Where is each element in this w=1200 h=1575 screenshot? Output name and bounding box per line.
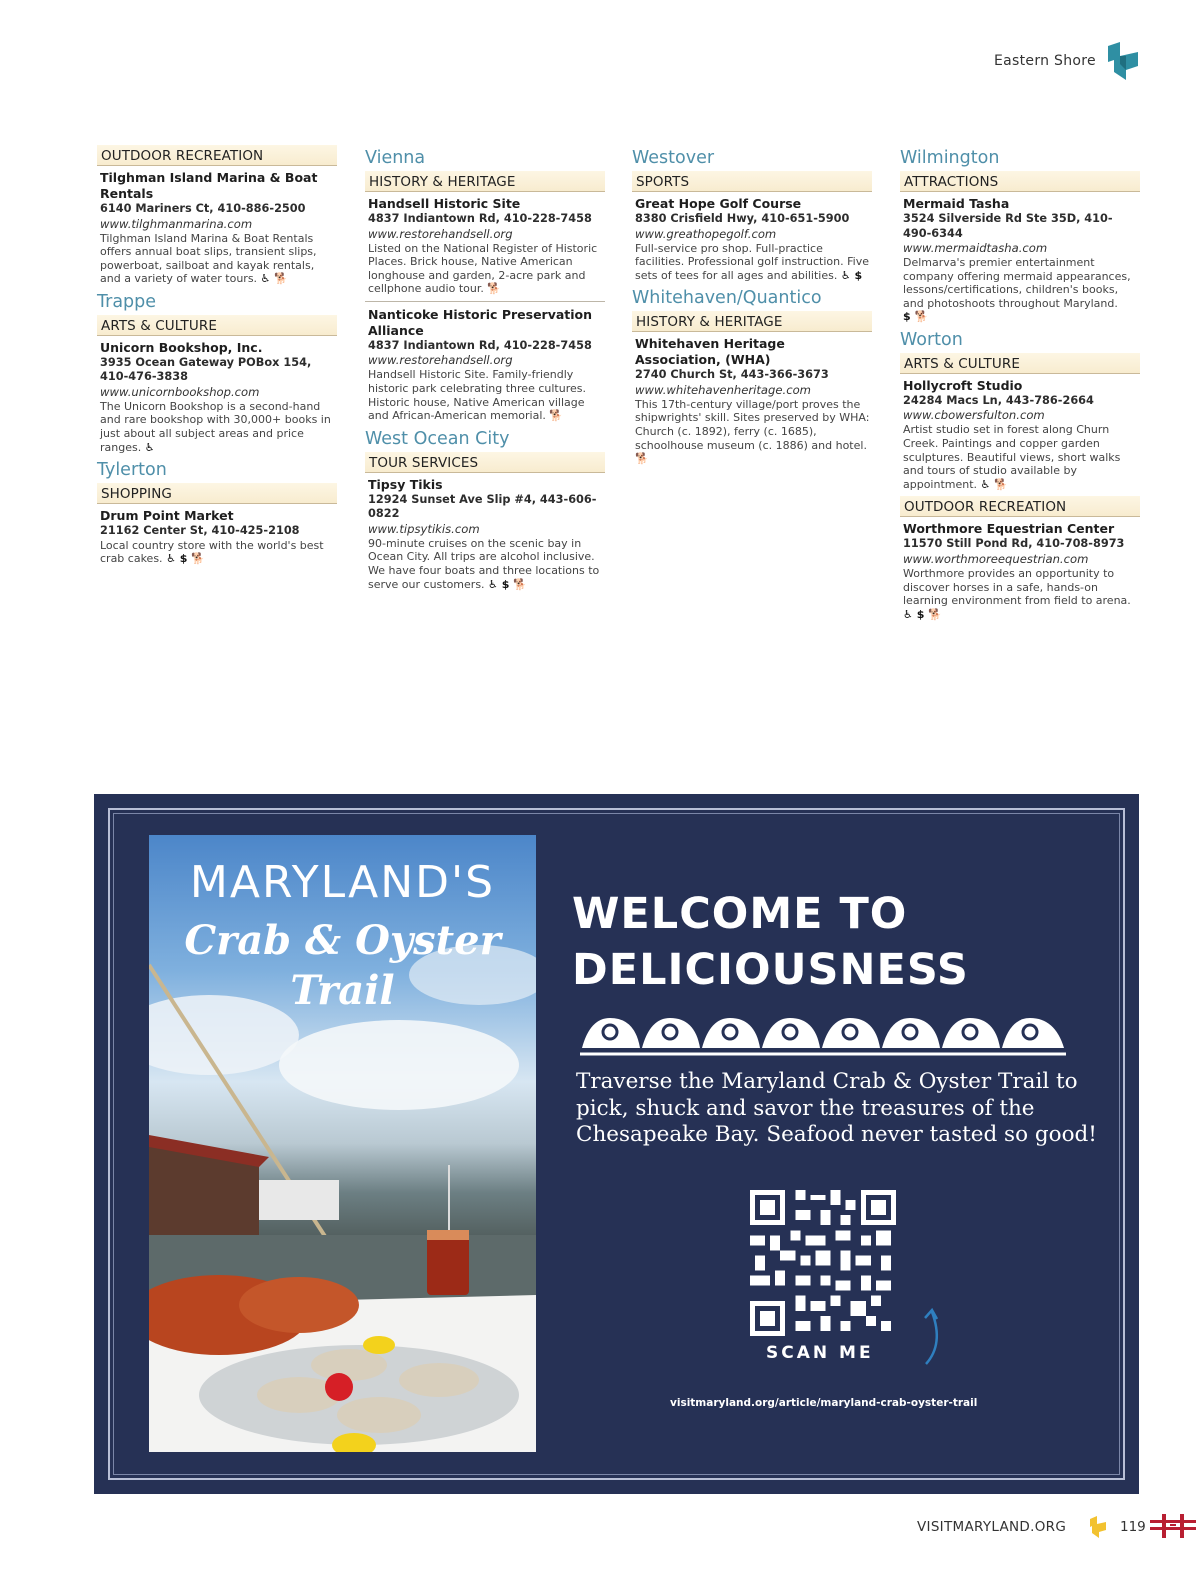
category-band: OUTDOOR RECREATION bbox=[97, 145, 337, 166]
city-heading-worton: Worton bbox=[900, 329, 963, 350]
eastern-shore-logo-icon bbox=[1106, 42, 1140, 80]
amenity-icons: ♿ 🐕 bbox=[260, 272, 288, 286]
listing-description-text: Full-service pro shop. Full-practice facilities. Professional golf instruction. Five sets of tees for all ages and abilities. bbox=[635, 241, 869, 282]
listing-address: 24284 Macs Ln, 443-786-2664 bbox=[903, 393, 1094, 407]
listing-description bbox=[368, 242, 605, 296]
category-band: OUTDOOR RECREATION bbox=[900, 496, 1140, 517]
listing-description bbox=[100, 400, 337, 454]
listing-description bbox=[368, 537, 605, 591]
listing-description-text: Tilghman Island Marina & Boat Rentals offers annual boat slips, transient slips, powerboat, sailboat and kayak rentals, and a variety of water tours. bbox=[100, 231, 317, 286]
listing-address: 8380 Crisfield Hwy, 410-651-5900 bbox=[635, 212, 850, 225]
category-band: ARTS & CULTURE bbox=[97, 315, 337, 336]
listing-website-link[interactable]: www.greathopegolf.com bbox=[635, 226, 777, 241]
amenity-icons: $ 🐕 bbox=[903, 310, 929, 324]
column-3 bbox=[632, 144, 872, 471]
scan-me-label: SCAN ME bbox=[766, 1343, 874, 1363]
crab-oyster-trail-ad bbox=[94, 794, 1139, 1494]
category-band: HISTORY & HERITAGE bbox=[632, 311, 872, 332]
curved-arrow-icon bbox=[922, 1306, 948, 1368]
listing-address: 21162 Center St, 410-425-2108 bbox=[100, 524, 300, 538]
amenity-icons: ♿ $ bbox=[840, 268, 863, 282]
city-heading-trappe: Trappe bbox=[97, 291, 157, 312]
listing-description bbox=[100, 539, 337, 566]
listing-description-text: Listed on the National Register of Historic Places. Brick house, Native American longhouse and garden, 2-acre park and cellphone audio tour. bbox=[368, 241, 598, 296]
crab-feast-photo bbox=[149, 835, 536, 1452]
listing-name: Great Hope Golf Course bbox=[635, 196, 802, 211]
listing-description bbox=[903, 256, 1140, 324]
listing-address: 12924 Sunset Ave Slip #4, 443-606-0822 bbox=[368, 492, 597, 521]
amenity-icons: ♿ $ 🐕 bbox=[488, 577, 527, 591]
listing-description-text: This 17th-century village/port proves the shipwrights' skill. Sites preserved by WHA: Church (c. 1892), ferry (c. 1685), schoolhouse museum (c. 1886) and hotel. bbox=[635, 397, 870, 452]
listing-name: Tilghman Island Marina & Boat Rentals bbox=[100, 170, 318, 201]
listing-nanticoke-historic-preservation-alliance bbox=[368, 307, 605, 423]
category-band: HISTORY & HERITAGE bbox=[365, 171, 605, 192]
listing-address: 6140 Mariners Ct, 410-886-2500 bbox=[100, 202, 306, 215]
listing-name: Hollycroft Studio bbox=[903, 377, 1023, 393]
city-heading-whitehaven-quantico: Whitehaven/Quantico bbox=[632, 288, 822, 309]
listing-address: 4837 Indiantown Rd, 410-228-7458 bbox=[368, 338, 592, 352]
city-heading-west-ocean-city: West Ocean City bbox=[365, 428, 510, 449]
amenity-icons: 🐕 bbox=[635, 452, 649, 466]
listing-whitehaven-heritage-association-wha bbox=[635, 336, 872, 465]
listing-name: Nanticoke Historic Preservation Alliance bbox=[368, 306, 593, 338]
listing-description-text: Handsell Historic Site. Family-friendly historic park celebrating three cultures. Historic house, Native American village and African-American memorial. bbox=[368, 368, 586, 423]
listing-website-link[interactable]: www.restorehandsell.org bbox=[368, 226, 513, 241]
listing-name: Worthmore Equestrian Center bbox=[903, 521, 1115, 537]
category-band: SPORTS bbox=[632, 171, 872, 192]
listing-great-hope-golf-course bbox=[635, 196, 872, 282]
category-band: TOUR SERVICES bbox=[365, 452, 605, 473]
trail-link[interactable]: visitmaryland.org/article/maryland-crab-oyster-trail bbox=[670, 1397, 978, 1409]
maryland-flag-icon bbox=[1150, 1514, 1196, 1538]
listing-website-link[interactable]: www.tipsytikis.com bbox=[368, 521, 480, 536]
listing-description-text: Artist studio set in forest along Churn Creek. Paintings and copper garden sculptures. Beautiful views, short walks and tours of studio available by appointment. bbox=[903, 423, 1121, 491]
listing-website-link[interactable]: www.whitehavenheritage.com bbox=[635, 382, 811, 397]
listing-description-text: The Unicorn Bookshop is a second-hand and rare bookshop with 30,000+ books in just about all subject areas and price ranges. bbox=[100, 399, 331, 454]
listing-name: Tipsy Tikis bbox=[368, 476, 443, 492]
listing-description bbox=[368, 368, 605, 422]
listing-name: Mermaid Tasha bbox=[903, 196, 1010, 211]
listing-mermaid-tasha bbox=[903, 196, 1140, 324]
listing-website-link[interactable]: www.cbowersfulton.com bbox=[903, 408, 1045, 423]
listing-address: 3524 Silverside Rd Ste 35D, 410-490-6344 bbox=[903, 212, 1113, 240]
amenity-icons: ♿ $ 🐕 bbox=[903, 607, 942, 621]
listing-website-link[interactable]: www.worthmoreequestrian.com bbox=[903, 551, 1089, 566]
city-heading-vienna: Vienna bbox=[365, 148, 426, 168]
listing-description bbox=[903, 423, 1140, 491]
listing-website-link[interactable]: www.unicornbookshop.com bbox=[100, 384, 260, 399]
wave-pattern-icon bbox=[580, 1006, 1066, 1058]
amenity-icons: ♿ 🐕 bbox=[980, 477, 1008, 491]
listing-description-text: Local country store with the world's best crab cakes. bbox=[100, 538, 324, 566]
city-heading-wilmington: Wilmington bbox=[900, 148, 1000, 168]
ad-headline-line-1: WELCOME TO bbox=[572, 889, 908, 939]
listing-description bbox=[635, 398, 872, 466]
listing-hollycroft-studio bbox=[903, 378, 1140, 491]
category-band: ATTRACTIONS bbox=[900, 171, 1140, 192]
listing-address: 4837 Indiantown Rd, 410-228-7458 bbox=[368, 212, 592, 225]
ad-body-text: Traverse the Maryland Crab & Oyster Trail to pick, shuck and savor the treasures of the Chesapeake Bay. Seafood never tasted so good! bbox=[576, 1069, 1097, 1147]
amenity-icons: 🐕 bbox=[549, 409, 564, 423]
listing-address: 11570 Still Pond Rd, 410-708-8973 bbox=[903, 537, 1125, 551]
column-2 bbox=[365, 144, 605, 596]
city-heading-tylerton: Tylerton bbox=[97, 460, 167, 481]
listing-website-link[interactable]: www.mermaidtasha.com bbox=[903, 241, 1048, 255]
listing-worthmore-equestrian-center bbox=[903, 521, 1140, 621]
listing-website-link[interactable]: www.restorehandsell.org bbox=[368, 353, 513, 368]
category-band: ARTS & CULTURE bbox=[900, 353, 1140, 374]
amenity-icons: ♿ $ 🐕 bbox=[166, 552, 205, 566]
column-4 bbox=[900, 144, 1140, 626]
listing-drum-point-market bbox=[100, 508, 337, 566]
listing-address: 2740 Church St, 443-366-3673 bbox=[635, 368, 829, 382]
listing-name: Handsell Historic Site bbox=[368, 196, 521, 211]
photo-title-marylands: MARYLAND'S bbox=[189, 857, 496, 908]
listing-tilghman-island-marina-boat-rentals bbox=[100, 170, 337, 286]
listing-description-text: 90-minute cruises on the scenic bay in Ocean City. All trips are alcohol inclusive. We have four boats and three locations to serve our customers. bbox=[368, 536, 600, 591]
listing-description bbox=[903, 567, 1140, 621]
listing-name: Unicorn Bookshop, Inc. bbox=[100, 339, 263, 355]
footer-site-link[interactable]: VISITMARYLAND.ORG bbox=[917, 1519, 1067, 1535]
listing-unicorn-bookshop-inc bbox=[100, 340, 337, 454]
listing-description-text: Worthmore provides an opportunity to discover horses in a safe, hands-on learning environment from field to arena. bbox=[903, 566, 1131, 608]
photo-title-crab-oyster: Crab & Oyster bbox=[184, 917, 501, 964]
listing-description bbox=[635, 242, 872, 283]
photo-title-trail: Trail bbox=[290, 967, 395, 1014]
listing-name: Whitehaven Heritage Association, (WHA) bbox=[635, 336, 785, 368]
listing-tipsy-tikis bbox=[368, 477, 605, 591]
listing-handsell-historic-site bbox=[368, 196, 605, 296]
listing-name: Drum Point Market bbox=[100, 508, 234, 524]
category-band: SHOPPING bbox=[97, 483, 337, 504]
page-number: 119 bbox=[1120, 1519, 1146, 1535]
listing-website-link[interactable]: www.tilghmanmarina.com bbox=[100, 216, 253, 231]
listing-description-text: Delmarva's premier entertainment company offering mermaid appearances, lessons/certifications, children's books, and photoshoots throughout Maryland. bbox=[903, 256, 1131, 310]
visitmaryland-mark-icon bbox=[1088, 1516, 1108, 1538]
column-1 bbox=[97, 144, 337, 571]
ad-headline bbox=[572, 886, 969, 998]
region-label: Eastern Shore bbox=[994, 53, 1096, 69]
amenity-icons: 🐕 bbox=[487, 282, 502, 296]
listing-divider bbox=[365, 301, 605, 302]
qr-code-icon[interactable] bbox=[750, 1190, 896, 1336]
amenity-icons: ♿ bbox=[144, 440, 155, 454]
ad-headline-line-2: DELICIOUSNESS bbox=[572, 945, 969, 995]
city-heading-westover: Westover bbox=[632, 148, 715, 168]
listing-description bbox=[100, 232, 337, 286]
listing-address: 3935 Ocean Gateway POBox 154, 410-476-3838 bbox=[100, 355, 312, 384]
